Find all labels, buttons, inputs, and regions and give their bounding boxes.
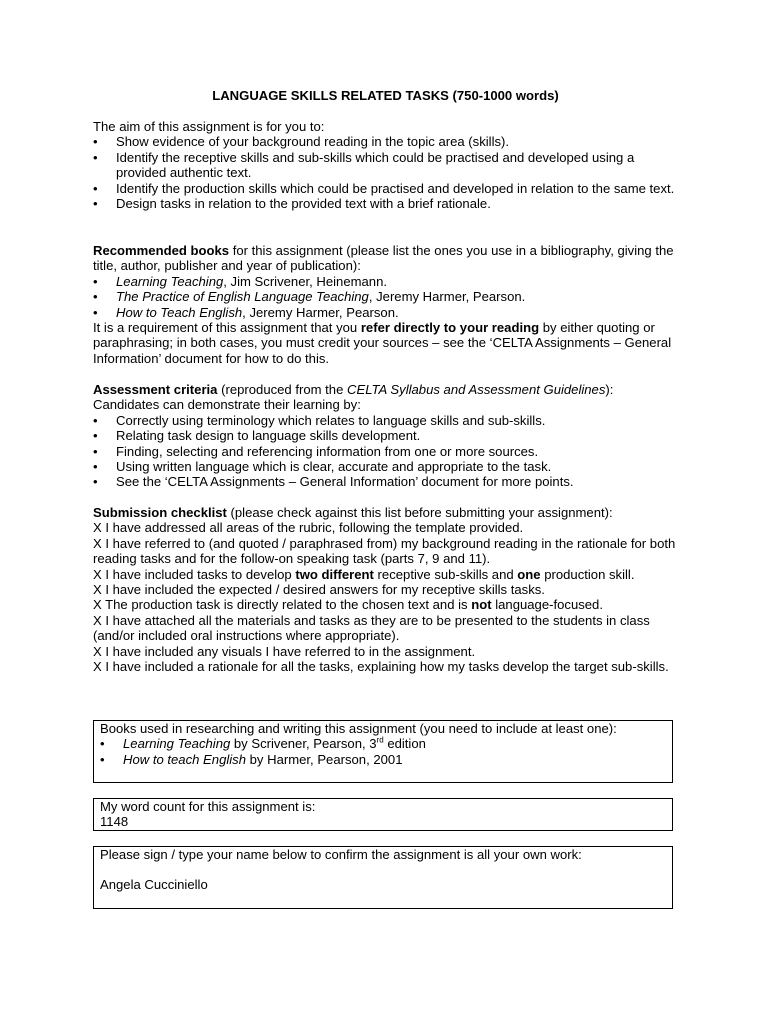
aim-list [93, 134, 678, 211]
assessment-item: • Correctly using terminology which relates to language skills and sub-skills. [93, 413, 678, 428]
signature-spacer [100, 862, 666, 877]
assessment-item: • Using written language which is clear, accurate and appropriate to the task. [93, 459, 678, 474]
aim-intro: The aim of this assignment is for you to: [93, 119, 325, 134]
checklist-item: X I have addressed all areas of the rubric, following the template provided. [93, 520, 524, 536]
checklist-item: X I have included the expected / desired answers for my receptive skills tasks. [93, 582, 545, 598]
books-used-box [93, 720, 673, 783]
assessment-item: • Relating task design to language skills development. [93, 428, 678, 443]
recommended-books-intro: Recommended books for this assignment (please list the ones you use in a bibliography, giving the title, author, publisher and year of publication): [93, 243, 674, 274]
books-used-item: • How to teach English by Harmer, Pearson, 2001 [100, 752, 666, 767]
word-count-label: My word count for this assignment is: [100, 799, 316, 814]
signature-name[interactable]: Angela Cucciniello [100, 877, 208, 893]
books-used-heading: Books used in researching and writing this assignment (you need to include at least one): [100, 721, 617, 736]
submission-checklist-section [93, 505, 678, 674]
checklist-item: X I have included any visuals I have referred to in the assignment. [93, 643, 476, 659]
books-used-list [100, 736, 666, 767]
checklist-label: Submission checklist [93, 505, 227, 520]
assessment-item: • See the ‘CELTA Assignments – General Information’ document for more points. [93, 474, 678, 489]
assessment-intro: Assessment criteria (reproduced from the CELTA Syllabus and Assessment Guidelines): [93, 382, 614, 397]
recommended-books-label: Recommended books [93, 243, 230, 258]
aim-item: • Show evidence of your background reading in the topic area (skills). [93, 134, 678, 149]
aim-item: • Design tasks in relation to the provided text with a brief rationale. [93, 196, 678, 211]
assessment-item: • Finding, selecting and referencing information from one or more sources. [93, 444, 678, 459]
assessment-list [93, 413, 678, 490]
word-count-box [93, 798, 673, 831]
signature-box [93, 846, 673, 909]
aim-item: • Identify the production skills which could be practised and developed in relation to the same text. [93, 181, 678, 196]
recommended-books-section [93, 243, 678, 366]
checklist-intro: Submission checklist (please check against this list before submitting your assignment): [93, 505, 613, 520]
document-title: LANGUAGE SKILLS RELATED TASKS (750-1000 words) [212, 88, 559, 103]
checklist-item: X I have included tasks to develop two different receptive sub-skills and one production skill. [93, 566, 635, 582]
assessment-criteria-section [93, 382, 678, 490]
book-item: • The Practice of English Language Teaching, Jeremy Harmer, Pearson. [93, 289, 678, 304]
book-item: • Learning Teaching, Jim Scrivener, Heinemann. [93, 274, 678, 289]
assessment-label: Assessment criteria [93, 382, 218, 397]
checklist-item: X The production task is directly related to the chosen text and is not language-focused. [93, 597, 603, 613]
book-item: • How to Teach English, Jeremy Harmer, Pearson. [93, 305, 678, 320]
checklist-item: X I have included a rationale for all the tasks, explaining how my tasks develop the target sub-skills. [93, 659, 669, 675]
aim-section [93, 119, 678, 211]
aim-item: • Identify the receptive skills and sub-skills which could be practised and developed using a provided authentic text. [93, 150, 678, 181]
word-count-value[interactable]: 1148 [100, 814, 129, 830]
checklist-item: X I have referred to (and quoted / paraphrased from) my background reading in the rationale for both reading tasks and for the follow-on speaking task (parts 7, 9 and 11). [93, 535, 676, 567]
recommended-books-list [93, 274, 678, 320]
reading-requirement: It is a requirement of this assignment that you refer directly to your reading by either quoting or paraphrasing; in both cases, you must credit your sources – see the ‘CELTA Assignments – General Information’ document for how to do this. [93, 320, 672, 366]
checklist-item: X I have attached all the materials and tasks as they are to be presented to the students in class (and/or included oral instructions where appropriate). [93, 612, 650, 644]
books-used-item: • Learning Teaching by Scrivener, Pearson, 3rd edition [100, 736, 666, 751]
assessment-line2: Candidates can demonstrate their learning by: [93, 397, 361, 413]
signature-label: Please sign / type your name below to confirm the assignment is all your own work: [100, 847, 582, 862]
